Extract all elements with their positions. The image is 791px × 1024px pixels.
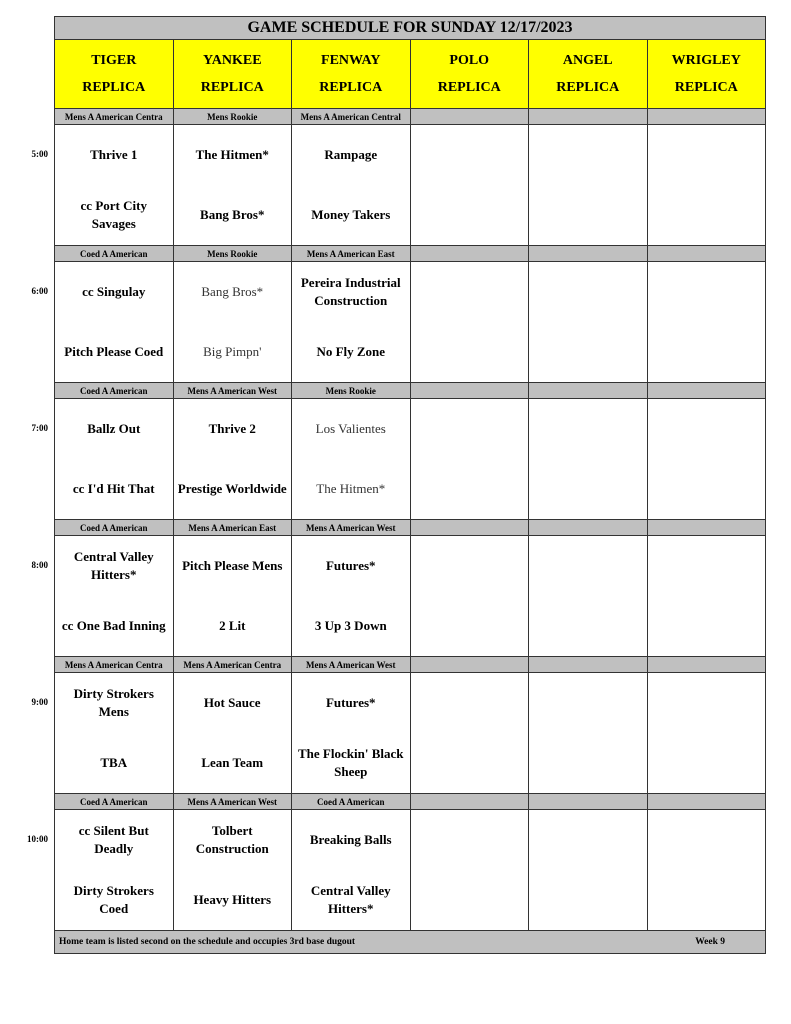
- home-team: [411, 596, 529, 656]
- field-subtitle: REPLICA: [200, 80, 264, 95]
- division-label: [647, 520, 766, 536]
- division-label: [647, 794, 766, 810]
- division-label: [647, 246, 766, 262]
- week-label: Week 9: [695, 937, 726, 947]
- home-team: [529, 733, 647, 793]
- game-cell: [529, 399, 648, 520]
- game-cell: [292, 125, 411, 246]
- division-row: [55, 520, 766, 536]
- game-cell: [292, 673, 411, 794]
- game-cell: [173, 810, 292, 931]
- division-label: [410, 109, 529, 125]
- away-team: Rampage: [324, 147, 378, 162]
- field-header-tiger: [55, 40, 174, 109]
- game-cell: [410, 673, 529, 794]
- game-row: [55, 536, 766, 657]
- game-cell: [292, 399, 411, 520]
- field-subtitle: REPLICA: [82, 80, 146, 95]
- field-name: ANGEL: [562, 53, 613, 68]
- game-row: [55, 673, 766, 794]
- division-label: [529, 109, 648, 125]
- division-label: [529, 657, 648, 673]
- away-team: Los Valientes: [315, 421, 386, 436]
- home-team: Lean Team: [201, 755, 264, 770]
- home-team: [648, 870, 766, 930]
- division-label: [647, 109, 766, 125]
- division-row: [55, 657, 766, 673]
- division-label: Coed A American: [55, 520, 174, 536]
- home-team: The Hitmen*: [316, 481, 386, 496]
- division-label: Mens A American Centra: [55, 109, 174, 125]
- field-name: WRIGLEY: [671, 53, 741, 68]
- game-cell: [55, 125, 174, 246]
- division-label: [410, 794, 529, 810]
- division-label: [529, 794, 648, 810]
- time-label: 8:00: [31, 559, 48, 570]
- division-label: Mens A American East: [173, 520, 292, 536]
- home-team: [648, 596, 766, 656]
- home-team: cc Port City Savages: [80, 198, 147, 231]
- away-team: [411, 125, 529, 185]
- division-label: Mens A American Centra: [173, 657, 292, 673]
- field-header-polo: [410, 40, 529, 109]
- division-label: Coed A American: [55, 246, 174, 262]
- away-team: [648, 673, 766, 733]
- home-team: Prestige Worldwide: [177, 481, 287, 496]
- away-team: The Hitmen*: [195, 147, 269, 162]
- field-header-angel: [529, 40, 648, 109]
- game-cell: [529, 810, 648, 931]
- division-label: [410, 520, 529, 536]
- field-name: YANKEE: [202, 53, 262, 68]
- away-team: Ballz Out: [87, 421, 141, 436]
- schedule-title: GAME SCHEDULE FOR SUNDAY 12/17/2023: [55, 17, 766, 40]
- division-label: [529, 246, 648, 262]
- away-team: Bang Bros*: [201, 284, 264, 299]
- home-team: 3 Up 3 Down: [314, 618, 387, 633]
- away-team: Futures*: [325, 695, 376, 710]
- time-label: 10:00: [27, 833, 48, 844]
- home-team: [529, 596, 647, 656]
- game-cell: [647, 536, 766, 657]
- home-team: [411, 870, 529, 930]
- game-cell: [55, 673, 174, 794]
- footer-note: Home team is listed second on the schedule and occupies 3rd base dugout: [59, 937, 356, 947]
- game-row: [55, 262, 766, 383]
- away-team: [411, 399, 529, 459]
- game-cell: [173, 536, 292, 657]
- game-cell: [410, 810, 529, 931]
- home-team: [529, 185, 647, 245]
- home-team: Bang Bros*: [200, 207, 265, 222]
- home-team: [529, 870, 647, 930]
- division-label: Mens A American West: [173, 794, 292, 810]
- division-label: Coed A American: [292, 794, 411, 810]
- game-row: [55, 810, 766, 931]
- game-cell: [529, 673, 648, 794]
- away-team: [648, 536, 766, 596]
- schedule-table: [54, 16, 766, 954]
- away-team: [529, 262, 647, 322]
- home-team: The Flockin' Black Sheep: [298, 746, 404, 779]
- home-team: [648, 459, 766, 519]
- schedule-sheet: [54, 16, 765, 954]
- division-label: [410, 383, 529, 399]
- away-team: [411, 536, 529, 596]
- division-label: Coed A American: [55, 794, 174, 810]
- game-cell: [292, 262, 411, 383]
- away-team: [648, 810, 766, 870]
- game-cell: [410, 536, 529, 657]
- away-team: cc Silent But Deadly: [78, 823, 149, 856]
- home-team: [411, 733, 529, 793]
- field-name: POLO: [449, 53, 490, 68]
- time-label: 9:00: [31, 696, 48, 707]
- field-subtitle: REPLICA: [319, 80, 383, 95]
- division-label: Coed A American: [55, 383, 174, 399]
- away-team: Hot Sauce: [203, 695, 261, 710]
- home-team: [648, 733, 766, 793]
- division-label: Mens A American East: [292, 246, 411, 262]
- home-team: TBA: [100, 755, 128, 770]
- division-label: Mens A American West: [292, 657, 411, 673]
- division-label: Mens A American Centra: [55, 657, 174, 673]
- division-label: [529, 383, 648, 399]
- home-team: Heavy Hitters: [193, 892, 272, 907]
- away-team: [411, 262, 529, 322]
- game-cell: [647, 673, 766, 794]
- home-team: Dirty Strokers Coed: [73, 883, 154, 916]
- away-team: [529, 673, 647, 733]
- time-label: 5:00: [31, 148, 48, 159]
- division-label: Mens Rookie: [173, 109, 292, 125]
- away-team: [411, 673, 529, 733]
- division-label: Mens Rookie: [292, 383, 411, 399]
- time-label: 6:00: [31, 285, 48, 296]
- division-label: [647, 657, 766, 673]
- away-team: Breaking Balls: [309, 832, 392, 847]
- game-cell: [173, 125, 292, 246]
- division-row: [55, 109, 766, 125]
- division-row: [55, 246, 766, 262]
- field-name: TIGER: [91, 53, 137, 68]
- field-header-fenway: [292, 40, 411, 109]
- home-team: Central Valley Hitters*: [310, 883, 391, 916]
- home-team: [411, 459, 529, 519]
- game-cell: [55, 536, 174, 657]
- game-row: [55, 125, 766, 246]
- field-header-yankee: [173, 40, 292, 109]
- division-label: [529, 520, 648, 536]
- game-cell: [173, 399, 292, 520]
- game-cell: [529, 536, 648, 657]
- time-label: 7:00: [31, 422, 48, 433]
- away-team: Central Valley Hitters*: [73, 549, 154, 582]
- away-team: [529, 399, 647, 459]
- game-cell: [410, 125, 529, 246]
- game-cell: [410, 262, 529, 383]
- home-team: cc One Bad Inning: [61, 618, 166, 633]
- division-label: Mens A American West: [173, 383, 292, 399]
- game-cell: [292, 536, 411, 657]
- field-subtitle: REPLICA: [674, 80, 738, 95]
- away-team: [411, 810, 529, 870]
- away-team: Thrive 2: [208, 421, 256, 436]
- home-team: [529, 459, 647, 519]
- away-team: [529, 125, 647, 185]
- home-team: [648, 322, 766, 382]
- field-name: FENWAY: [321, 53, 381, 68]
- division-label: [647, 383, 766, 399]
- game-cell: [647, 810, 766, 931]
- home-team: 2 Lit: [219, 618, 246, 633]
- game-cell: [173, 673, 292, 794]
- home-team: [529, 322, 647, 382]
- division-label: [410, 657, 529, 673]
- game-row: [55, 399, 766, 520]
- away-team: [648, 399, 766, 459]
- game-cell: [55, 810, 174, 931]
- away-team: [648, 262, 766, 322]
- game-cell: [529, 125, 648, 246]
- game-cell: [292, 810, 411, 931]
- away-team: [529, 536, 647, 596]
- home-team: Big Pimpn': [203, 344, 262, 359]
- game-cell: [410, 399, 529, 520]
- field-subtitle: REPLICA: [556, 80, 620, 95]
- division-label: [410, 246, 529, 262]
- away-team: Dirty Strokers Mens: [73, 686, 154, 719]
- away-team: Pitch Please Mens: [182, 558, 283, 573]
- away-team: Pereira Industrial Construction: [300, 275, 401, 308]
- home-team: [411, 322, 529, 382]
- footer-cell: [55, 931, 766, 954]
- division-label: Mens A American Central: [292, 109, 411, 125]
- division-label: Mens A American West: [292, 520, 411, 536]
- game-cell: [173, 262, 292, 383]
- game-cell: [55, 262, 174, 383]
- away-team: Futures*: [325, 558, 376, 573]
- division-row: [55, 794, 766, 810]
- game-cell: [55, 399, 174, 520]
- field-subtitle: REPLICA: [437, 80, 501, 95]
- game-cell: [647, 399, 766, 520]
- footer-row: [55, 931, 766, 954]
- game-cell: [647, 125, 766, 246]
- division-row: [55, 383, 766, 399]
- home-team: [648, 185, 766, 245]
- home-team: cc I'd Hit That: [72, 481, 155, 496]
- away-team: cc Singulay: [82, 284, 146, 299]
- away-team: [529, 810, 647, 870]
- field-header-wrigley: [647, 40, 766, 109]
- home-team: Pitch Please Coed: [64, 344, 164, 359]
- away-team: Thrive 1: [90, 147, 138, 162]
- division-label: Mens Rookie: [173, 246, 292, 262]
- home-team: Money Takers: [311, 207, 391, 222]
- footer-content: [55, 937, 765, 947]
- field-header-row: [55, 40, 766, 109]
- game-cell: [647, 262, 766, 383]
- game-cell: [529, 262, 648, 383]
- away-team: [648, 125, 766, 185]
- home-team: No Fly Zone: [316, 344, 386, 359]
- away-team: Tolbert Construction: [195, 823, 269, 856]
- home-team: [411, 185, 529, 245]
